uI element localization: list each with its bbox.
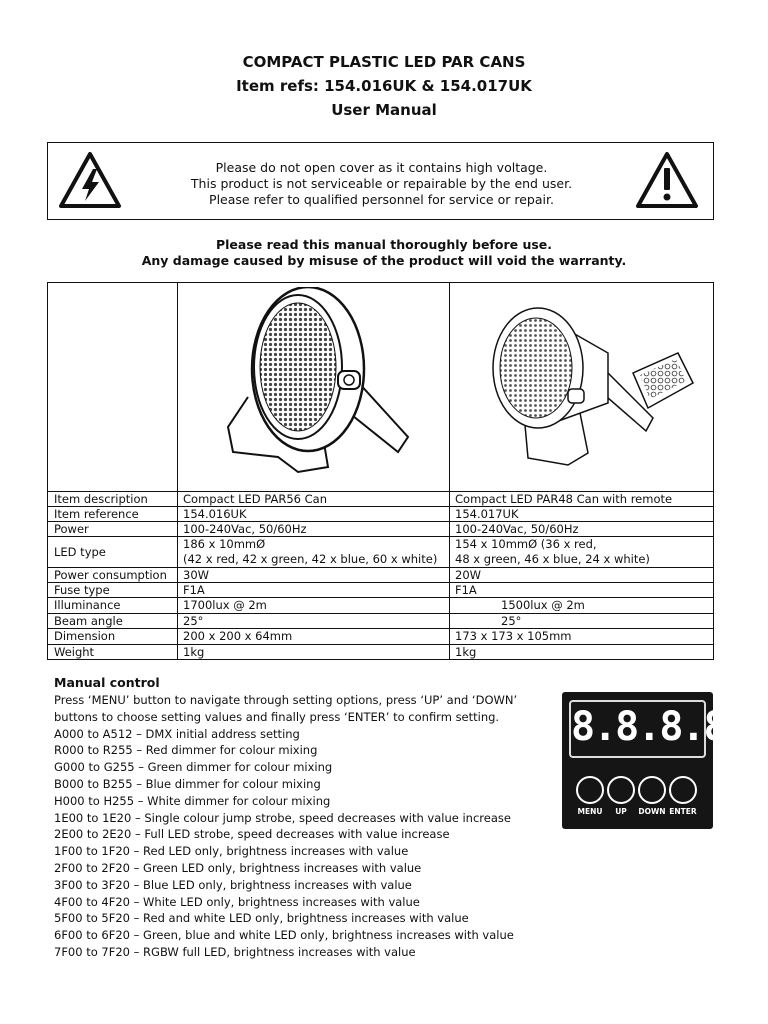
- control-panel-illustration: [562, 692, 748, 829]
- spec-value-par56: (42 x red, 42 x green, 42 x blue, 60 x white): [183, 552, 438, 566]
- spec-label: Item description: [54, 492, 148, 506]
- manual-control-line: 4F00 to 4F20 – White LED only, brightness increases with value: [54, 894, 420, 909]
- read-manual-notice: Please read this manual thoroughly before use.: [215, 237, 553, 252]
- manual-control-line: 2F00 to 2F20 – Green LED only, brightness increases with value: [54, 861, 422, 875]
- warning-line-1: Please do not open cover as it contains high voltage.: [215, 160, 548, 175]
- spec-value-par48: 20W: [455, 568, 482, 582]
- spec-label: Beam angle: [54, 614, 123, 628]
- spec-value-par56: 186 x 10mmØ: [183, 537, 266, 551]
- down-button-icon: [638, 776, 666, 804]
- manual-control-line: 7F00 to 7F20 – RGBW full LED, brightness increases with value: [54, 945, 416, 959]
- spec-value-par48: 154 x 10mmØ (36 x red,: [455, 537, 597, 551]
- specification-table: [47, 282, 714, 660]
- spec-label: Power consumption: [54, 568, 167, 582]
- spec-value-par56: 100-240Vac, 50/60Hz: [183, 522, 307, 536]
- down-label: DOWN: [638, 807, 666, 816]
- spec-value-par48: F1A: [455, 583, 477, 597]
- manual-control-heading: Manual control: [54, 675, 160, 690]
- warning-line-3: Please refer to qualified personnel for service or repair.: [209, 192, 554, 207]
- exclamation-warning-icon: [635, 151, 699, 209]
- menu-button-icon: [576, 776, 604, 804]
- spec-value-par48: 25°: [501, 614, 522, 628]
- manual-control-line: 6F00 to 6F20 – Green, blue and white LED only, brightness increases with value: [54, 928, 514, 943]
- led-display: [569, 700, 748, 758]
- spec-value-par56: Compact LED PAR56 Can: [183, 492, 327, 506]
- spec-label: LED type: [54, 545, 106, 559]
- manual-control-line: 2E00 to 2E20 – Full LED strobe, speed decreases with value increase: [54, 827, 450, 842]
- spec-value-par48: 1kg: [455, 645, 477, 659]
- spec-label: Illuminance: [54, 598, 121, 612]
- document-title: COMPACT PLASTIC LED PAR CANS: [242, 53, 526, 71]
- spec-value-par56: F1A: [183, 583, 205, 597]
- safety-warning-box: [47, 142, 714, 220]
- spec-label: Power: [54, 522, 89, 536]
- up-label: UP: [615, 807, 627, 816]
- high-voltage-warning-icon: [58, 151, 122, 209]
- spec-value-par48: 1500lux @ 2m: [501, 598, 585, 612]
- enter-label: ENTER: [669, 807, 697, 816]
- manual-control-line: Press ‘MENU’ button to navigate through setting options, press ‘UP’ and ‘DOWN’: [54, 693, 518, 707]
- warranty-notice: Any damage caused by misuse of the product will void the warranty.: [141, 253, 627, 268]
- spec-value-par56: 1700lux @ 2m: [183, 598, 267, 612]
- manual-control-line: 5F00 to 5F20 – Red and white LED only, brightness increases with value: [54, 911, 469, 926]
- spec-label: Dimension: [54, 629, 116, 643]
- par56-can-drawing: [208, 287, 428, 487]
- warning-line-2: This product is not serviceable or repairable by the end user.: [190, 176, 573, 191]
- spec-value-par48: 154.017UK: [455, 507, 519, 521]
- spec-label: Item reference: [54, 507, 139, 521]
- par48-can-with-remote-drawing: [468, 293, 698, 473]
- manual-control-line: H000 to H255 – White dimmer for colour mixing: [54, 793, 331, 808]
- manual-control-line: 1F00 to 1F20 – Red LED only, brightness increases with value: [54, 844, 409, 859]
- manual-control-line: G000 to G255 – Green dimmer for colour mixing: [54, 760, 333, 775]
- enter-button-icon: [669, 776, 697, 804]
- manual-control-line: R000 to R255 – Red dimmer for colour mixing: [54, 743, 318, 758]
- user-manual-title: User Manual: [331, 101, 437, 119]
- spec-value-par48: Compact LED PAR48 Can with remote: [455, 492, 673, 506]
- manual-control-line: B000 to B255 – Blue dimmer for colour mixing: [54, 777, 321, 791]
- spec-value-par48: 48 x green, 46 x blue, 24 x white): [455, 552, 650, 566]
- spec-label: Weight: [54, 645, 95, 659]
- manual-control-line: A000 to A512 – DMX initial address setting: [54, 726, 300, 741]
- manual-control-line: 3F00 to 3F20 – Blue LED only, brightness increases with value: [54, 877, 412, 892]
- manual-control-line: 1E00 to 1E20 – Single colour jump strobe, speed decreases with value increase: [54, 810, 511, 825]
- spec-value-par56: 1kg: [183, 645, 205, 659]
- spec-value-par56: 200 x 200 x 64mm: [183, 629, 293, 643]
- spec-value-par56: 25°: [183, 614, 204, 628]
- display-digits: 8.8.8.8.: [571, 704, 748, 750]
- manual-control-line: buttons to choose setting values and finally press ‘ENTER’ to confirm setting.: [54, 709, 500, 724]
- spec-value-par48: 100-240Vac, 50/60Hz: [455, 522, 579, 536]
- up-button-icon: [607, 776, 635, 804]
- spec-label: Fuse type: [54, 583, 110, 597]
- menu-label: MENU: [577, 807, 603, 816]
- spec-value-par48: 173 x 173 x 105mm: [455, 629, 572, 643]
- spec-value-par56: 30W: [183, 568, 210, 582]
- spec-value-par56: 154.016UK: [183, 507, 247, 521]
- item-refs-title: Item refs: 154.016UK & 154.017UK: [236, 77, 532, 95]
